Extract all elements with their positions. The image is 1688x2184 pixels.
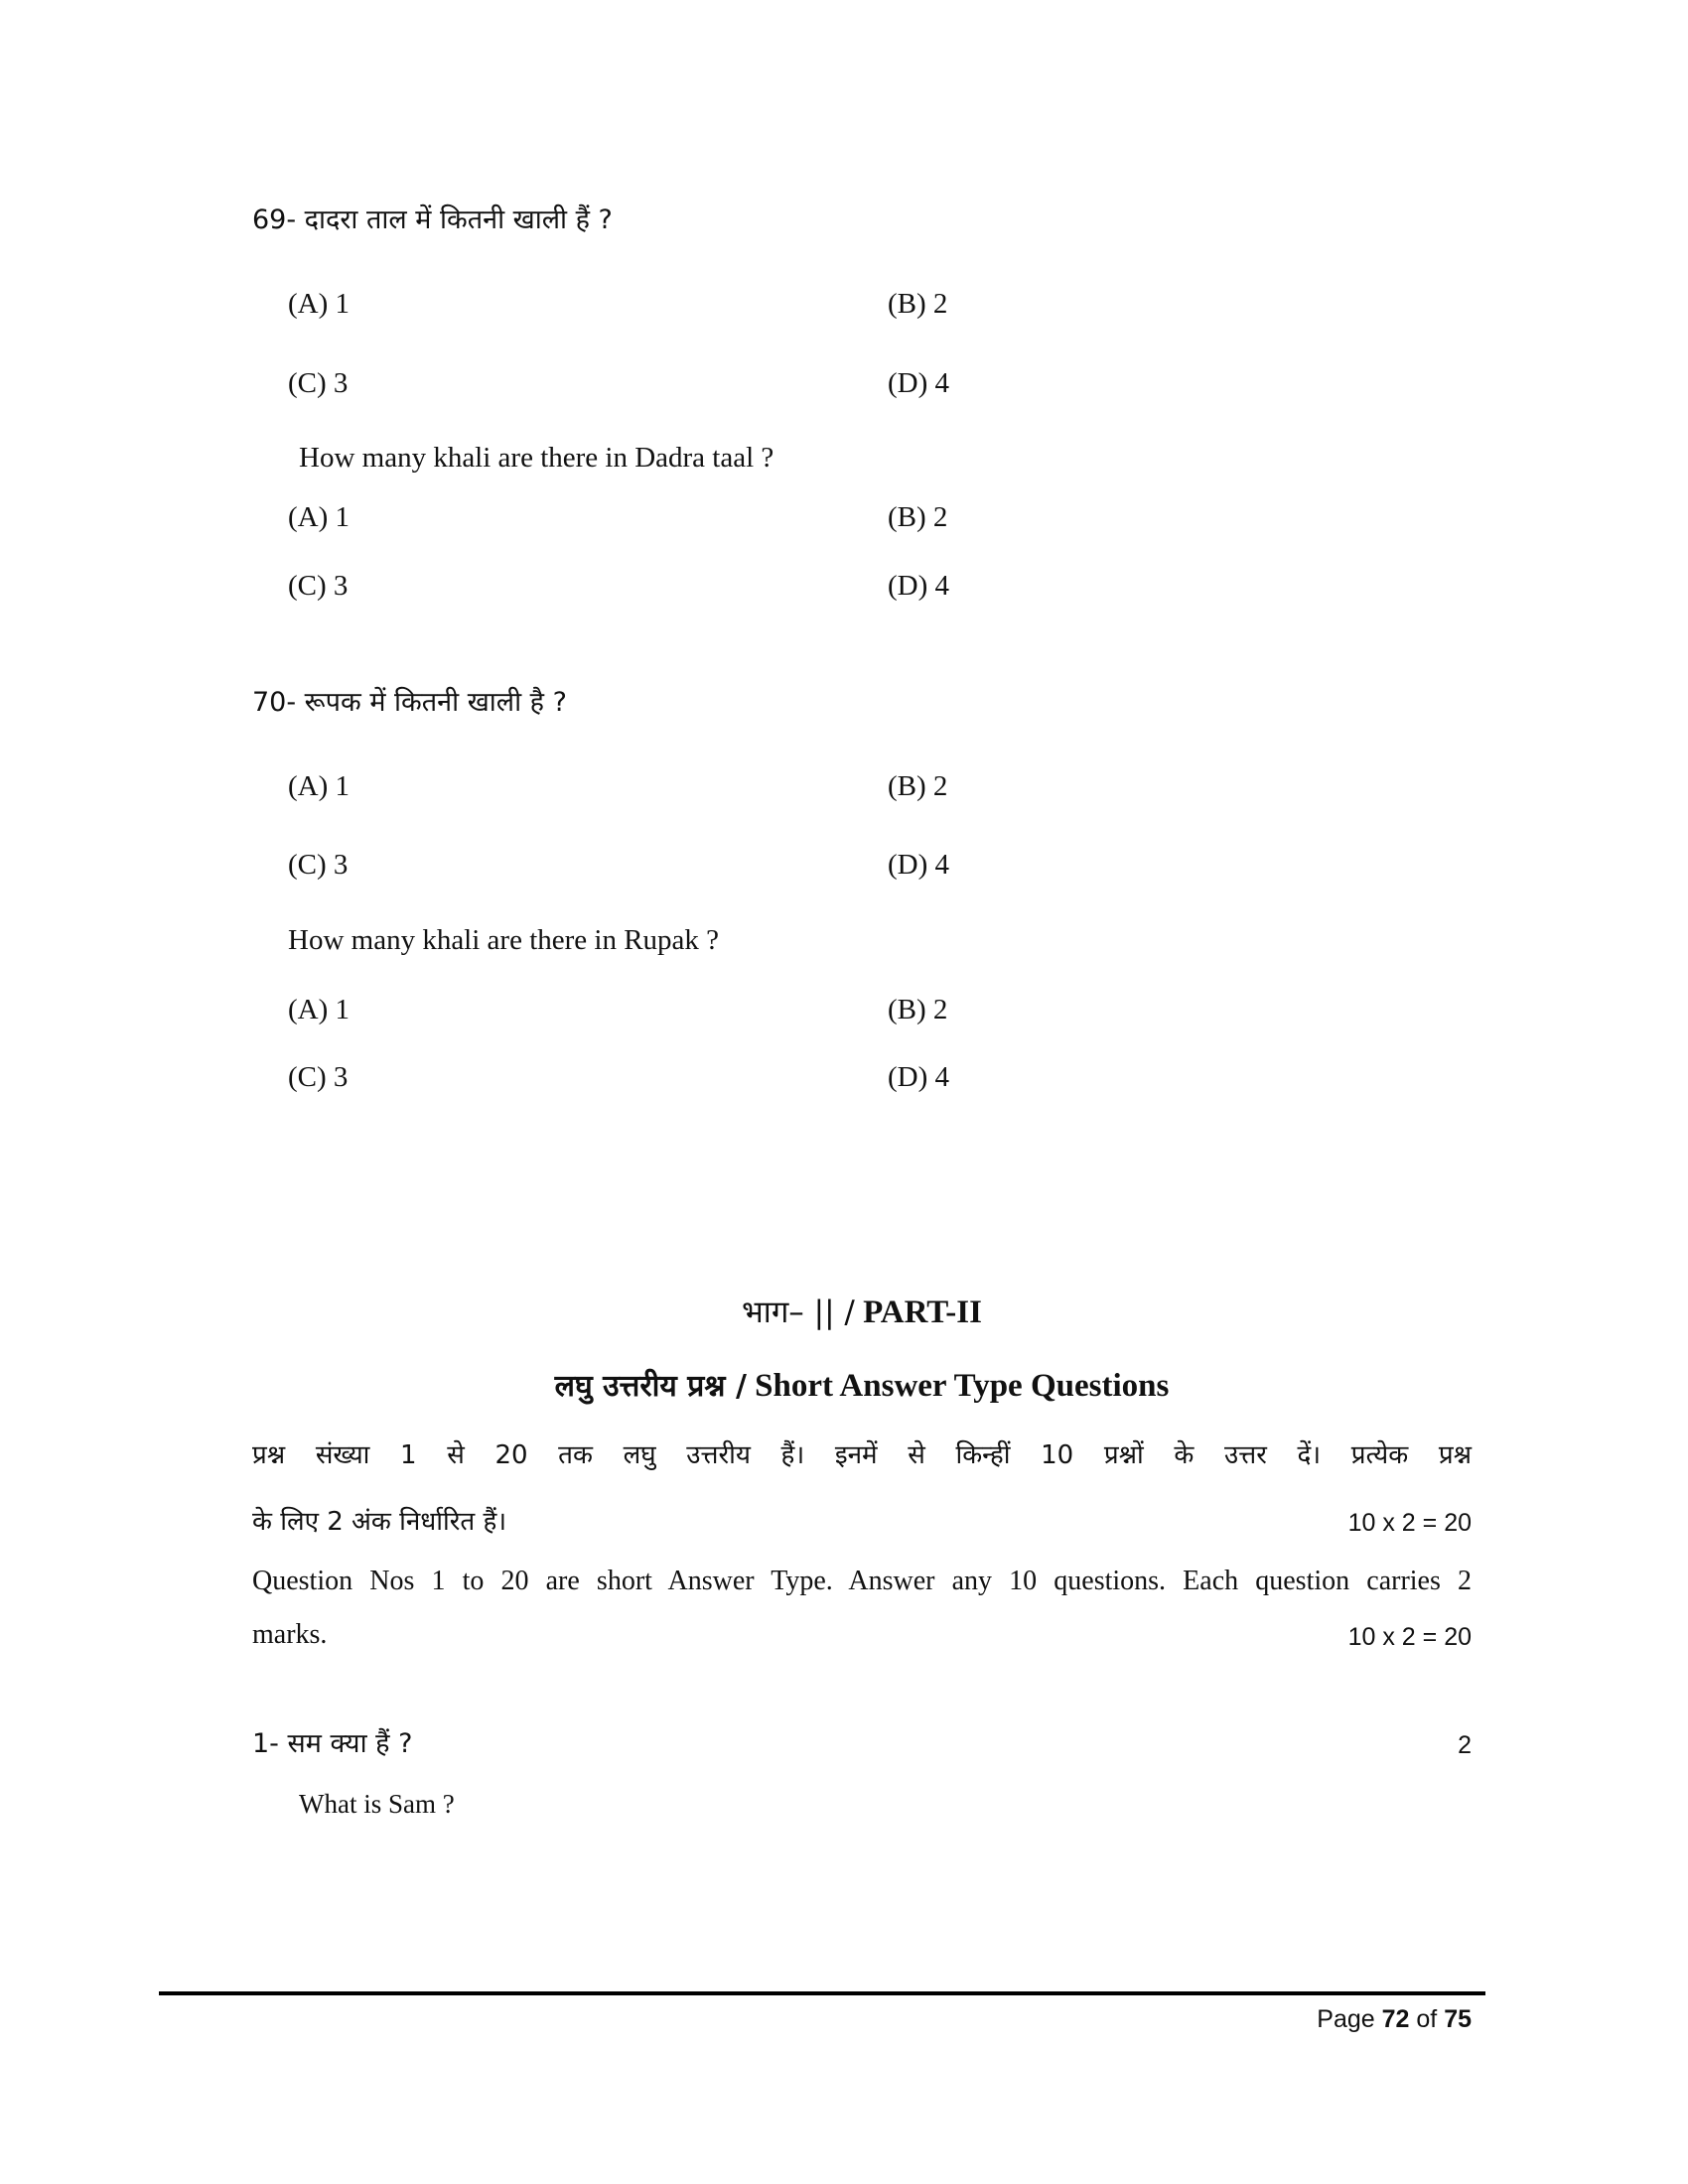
section-heading — [0, 1366, 1688, 1407]
instructions-hindi-line1: प्रश्न संख्या 1 से 20 तक लघु उत्तरीय हैं। इनमें से किन्हीं 10 प्रश्नों के उत्तर दें। प्रत्येक प्रश्न — [252, 1440, 1472, 1470]
question-69-hindi: 69- दादरा ताल में कितनी खाली हैं ? — [252, 205, 613, 235]
total-pages: 75 — [1444, 2005, 1472, 2033]
option-d: (D) 4 — [888, 1061, 950, 1093]
page-label: Page — [1317, 2005, 1375, 2033]
option-c: (C) 3 — [288, 367, 349, 399]
instructions-english-line2: marks. — [252, 1619, 328, 1650]
section-heading-english: Short Answer Type Questions — [755, 1368, 1170, 1404]
option-b: (B) 2 — [888, 501, 948, 533]
option-c: (C) 3 — [288, 849, 349, 881]
option-c: (C) 3 — [288, 1061, 349, 1093]
question-70-english: How many khali are there in Rupak ? — [288, 924, 720, 956]
part-heading — [0, 1293, 1688, 1332]
page-number — [1074, 1999, 1472, 2039]
question-1-hindi: 1- सम क्या हैं ? — [252, 1728, 413, 1759]
question-1-english: What is Sam ? — [299, 1789, 455, 1819]
marks-hindi: 10 x 2 = 20 — [1347, 1509, 1472, 1537]
question-70-hindi: 70- रूपक में कितनी खाली है ? — [252, 687, 567, 718]
instructions-english-line1: Question Nos 1 to 20 are short Answer Type. Answer any 10 questions. Each question carries 2 — [252, 1566, 1472, 1596]
marks-english: 10 x 2 = 20 — [1347, 1623, 1472, 1651]
option-a: (A) 1 — [288, 994, 351, 1025]
question-69-english: How many khali are there in Dadra taal ? — [299, 442, 774, 474]
option-d: (D) 4 — [888, 367, 950, 399]
option-a: (A) 1 — [288, 501, 351, 533]
option-b: (B) 2 — [888, 994, 948, 1025]
part-heading-english: PART-II — [863, 1295, 982, 1330]
part-heading-hindi: भाग– || / — [742, 1295, 855, 1330]
option-b: (B) 2 — [888, 770, 948, 802]
option-c: (C) 3 — [288, 570, 349, 602]
current-page: 72 — [1381, 2005, 1410, 2033]
question-1-marks: 2 — [1458, 1731, 1472, 1759]
instructions-hindi-line2: के लिए 2 अंक निर्धारित हैं। — [252, 1507, 507, 1537]
option-d: (D) 4 — [888, 849, 950, 881]
section-heading-hindi: लघु उत्तरीय प्रश्न / — [554, 1369, 747, 1404]
footer-rule — [159, 1991, 1485, 1995]
page-of: of — [1416, 2005, 1438, 2033]
option-a: (A) 1 — [288, 770, 351, 802]
option-a: (A) 1 — [288, 288, 351, 320]
option-d: (D) 4 — [888, 570, 950, 602]
option-b: (B) 2 — [888, 288, 948, 320]
